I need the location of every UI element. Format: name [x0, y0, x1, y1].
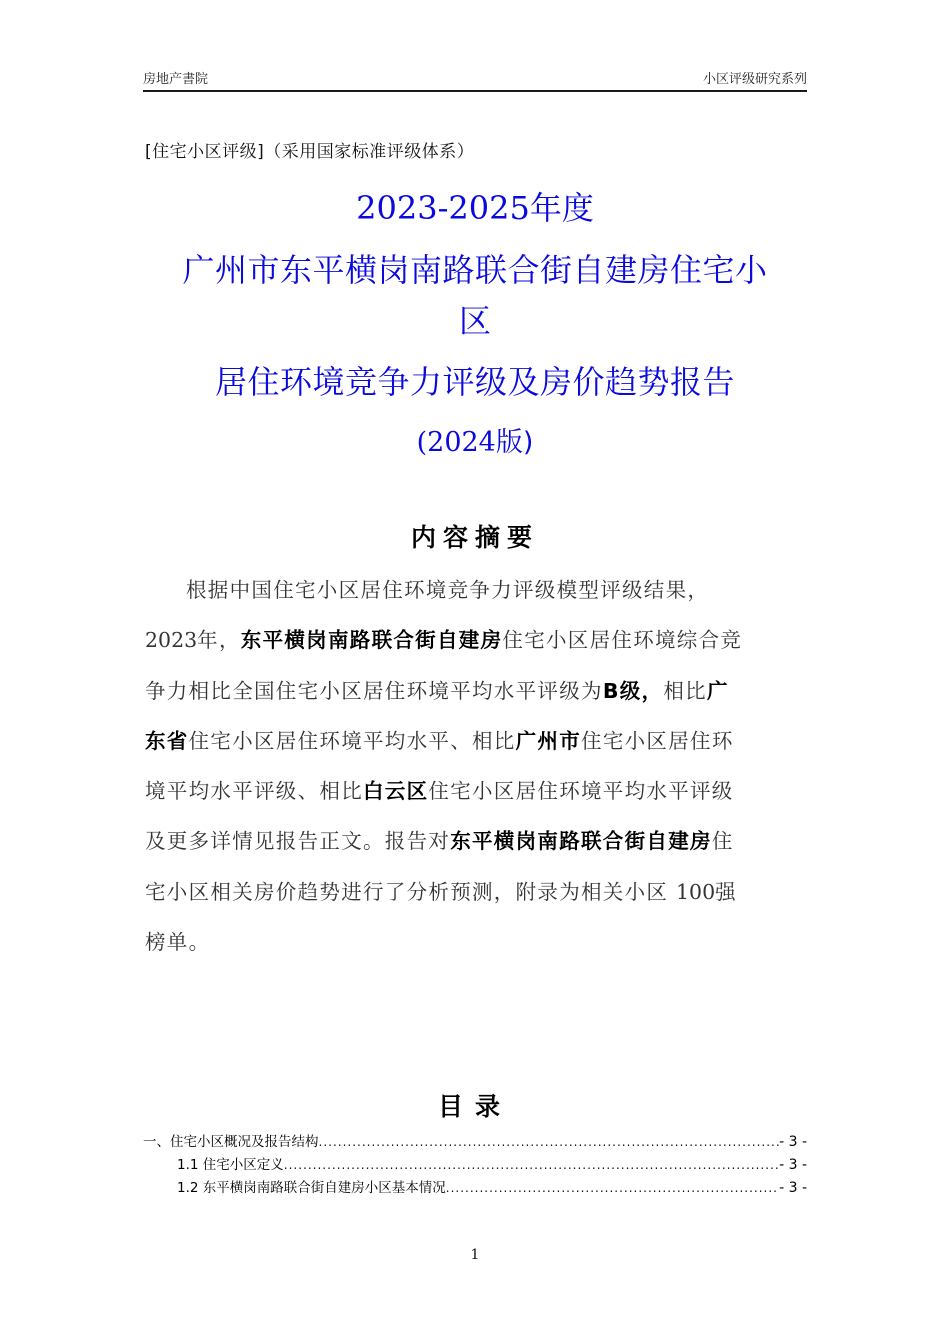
abstract-line: [145, 766, 810, 816]
title-line-1: 广州市东平横岗南路联合街自建房住宅小: [182, 251, 768, 289]
toc-entry-page[interactable]: - 3 -: [779, 1180, 807, 1196]
body-text: 相比: [663, 678, 707, 703]
toc-leader-dots: [284, 1158, 779, 1172]
body-text: 住宅小区居住环境综合竞: [502, 628, 743, 653]
abstract-line: [145, 615, 810, 665]
emphasized-text: 东省: [145, 728, 189, 753]
emphasized-text: 东平横岗南路联合街自建房: [450, 829, 712, 854]
toc-heading: 目录: [437, 1092, 512, 1121]
report-classification: [住宅小区评级]（采用国家标准评级体系）: [145, 142, 475, 162]
body-text: 住: [711, 829, 734, 854]
abstract-line: [145, 867, 810, 917]
title-year-suffix: 年度: [529, 189, 594, 227]
page-number: 1: [470, 1247, 480, 1263]
abstract-line: [145, 716, 810, 766]
abstract-line: [145, 917, 810, 967]
body-text: 境平均水平评级、相比: [145, 779, 363, 804]
title-year-range: 2023-2025: [356, 189, 530, 227]
toc-entry[interactable]: [143, 1153, 807, 1176]
toc-entry[interactable]: [143, 1130, 807, 1153]
emphasized-text: B级，: [602, 678, 664, 703]
emphasized-text: 广: [706, 678, 729, 703]
title-line-3: 居住环境竞争力评级及房价趋势报告: [214, 363, 735, 401]
toc-entry-page[interactable]: - 3 -: [779, 1157, 807, 1173]
title-years: [0, 183, 950, 229]
header-series: 小区评级研究系列: [702, 72, 807, 87]
edition-open: (: [416, 427, 428, 458]
title-edition: [0, 420, 950, 459]
toc-entry-label[interactable]: 1.2 东平横岗南路联合街自建房小区基本情况: [177, 1180, 446, 1196]
title-line-2: 区: [458, 302, 491, 340]
toc-entry[interactable]: [143, 1176, 807, 1199]
body-text: 住宅小区居住环境平均水平评级: [428, 779, 734, 804]
body-text: 强: [715, 879, 737, 904]
toc-entry-label[interactable]: 1.1 住宅小区定义: [177, 1157, 284, 1173]
toc-entry-label[interactable]: 一、住宅小区概况及报告结构: [143, 1134, 319, 1150]
edition-year: 2024: [427, 427, 496, 458]
body-text: 根据中国住宅小区居住环境竞争力评级模型评级结果，: [186, 578, 710, 602]
table-of-contents: [143, 1130, 807, 1199]
emphasized-text: 东平横岗南路联合街自建房: [240, 628, 503, 653]
body-text: 年，: [197, 628, 241, 653]
abstract-line: [145, 565, 810, 615]
toc-leader-dots: [319, 1135, 780, 1149]
body-text: 宅小区相关房价趋势进行了分析预测，附录为相关小区: [145, 879, 677, 904]
body-text: 100: [676, 879, 716, 904]
abstract-line: [145, 816, 810, 866]
page-header: [143, 64, 807, 92]
abstract-line: [145, 666, 810, 716]
body-text: 住宅小区居住环境平均水平、相比: [188, 728, 516, 753]
emphasized-text: 广州市: [515, 728, 582, 753]
body-text: 榜单。: [145, 930, 211, 955]
abstract-heading: 内容摘要: [410, 523, 539, 552]
toc-leader-dots: [446, 1181, 779, 1195]
header-publisher: 房地产書院: [143, 72, 209, 87]
edition-suffix: 版): [495, 427, 534, 458]
body-text: 及更多详情见报告正文。报告对: [145, 829, 451, 854]
emphasized-text: 白云区: [363, 779, 429, 804]
body-text: 住宅小区居住环: [581, 728, 734, 753]
abstract-body: [145, 565, 810, 967]
body-text: 争力相比全国住宅小区居住环境平均水平评级为: [145, 678, 603, 703]
toc-entry-page[interactable]: - 3 -: [779, 1134, 807, 1150]
body-text: 2023: [145, 628, 198, 653]
